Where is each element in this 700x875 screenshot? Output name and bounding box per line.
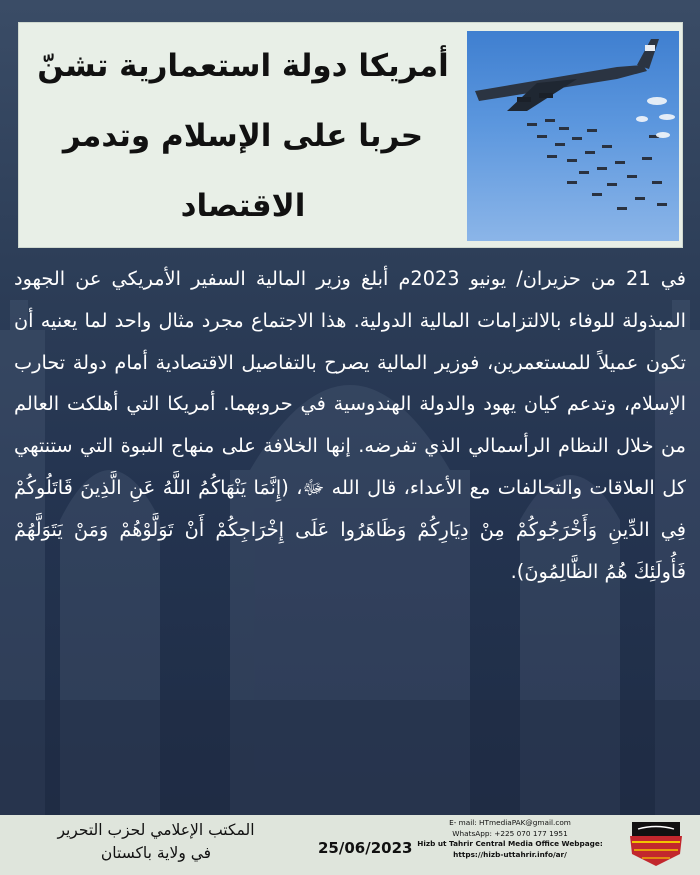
header-panel xyxy=(18,22,683,248)
article-body: في 21 من حزيران/ يونيو 2023م أبلغ وزير المالية السفير الأمريكي عن الجهود المبذولة للوفاء بالالتزامات المالية الدولية. هذا الاجتماع مجرد مثال واحد لما يعنيه أن تكون عميلاً للمستعمرين، فوزير المالية يصرح بالتفاصيل الاقتصادية أمام دولة تحارب الإسلام، وتدعم كيان يهود والدولة الهندوسية في حروبهما. أمريكا التي أهلكت العالم من خلال النظام الرأسمالي الذي تفرضه. إنها الخلافة على منهاج النبوة التي ستنتهي كل العلاقات والتحالفات مع الأعداء، قال الله ﷻ، (إِنَّمَا يَنْهَاكُمُ اللَّهُ عَنِ الَّذِينَ قَاتَلُوكُمْ فِي الدِّينِ وَأَخْرَجُوكُمْ مِنْ دِيَارِكُمْ وَظَاهَرُوا عَلَى إِخْرَاجِكُمْ أَنْ تَوَلَّوْهُمْ وَمَنْ يَتَوَلَّهُمْ فَأُولَئِكَ هُمُ الظَّالِمُونَ). xyxy=(14,267,686,583)
whatsapp-text[interactable]: WhatsApp: +225 070 177 1951 xyxy=(452,828,568,838)
email-text[interactable]: E- mail: HTmediaPAK@gmail.com xyxy=(449,818,571,827)
headline-line-3: الاقتصاد xyxy=(180,187,306,224)
media-office-label xyxy=(4,819,308,873)
headline-line-2: حربا على الإسلام وتدمر xyxy=(62,117,424,154)
office-line-1: المكتب الإعلامي لحزب التحرير xyxy=(57,821,255,839)
publish-date: 25/06/2023 xyxy=(318,839,413,857)
b52-bomber-photo xyxy=(467,31,679,241)
office-line-2: في ولاية باكستان xyxy=(100,844,212,862)
webpage-label: Hizb ut Tahrir Central Media Office Webpage: xyxy=(417,839,603,849)
hizb-ut-tahrir-logo xyxy=(626,820,686,870)
footer xyxy=(0,815,700,875)
headline-line-1: أمريكا دولة استعمارية تشنّ xyxy=(37,47,449,84)
contact-info xyxy=(410,818,610,874)
webpage-link[interactable]: https://hizb-uttahrir.info/ar/ xyxy=(453,849,567,859)
headline xyxy=(23,31,463,241)
